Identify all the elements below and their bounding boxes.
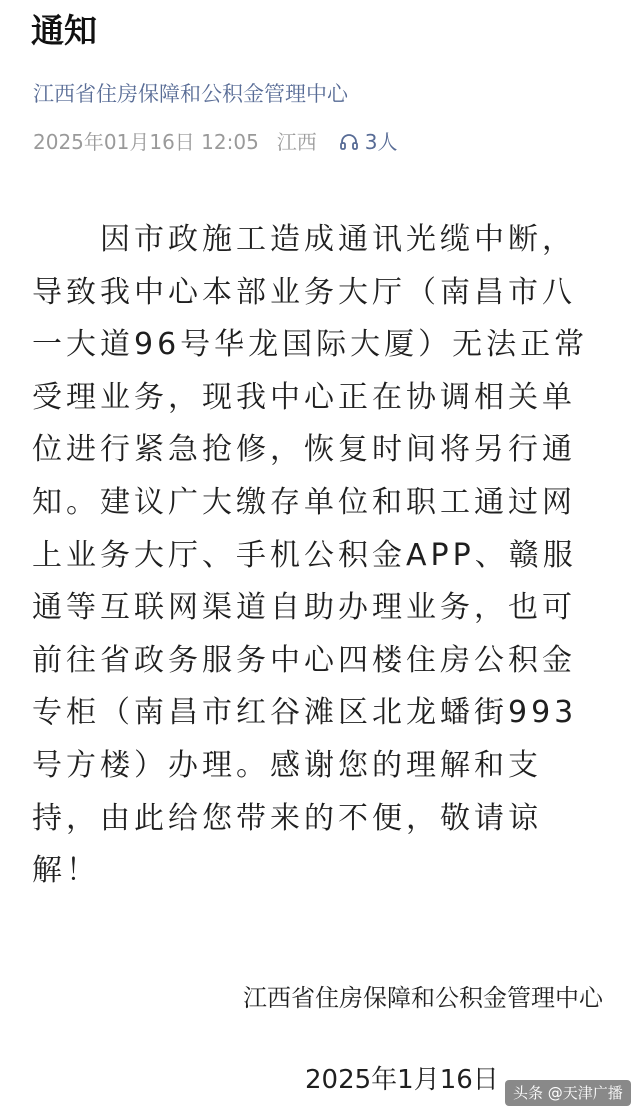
region-label: 江西 — [276, 130, 317, 154]
publish-time: 2025年01月16日 12:05 — [33, 130, 259, 154]
body-line: 因市政施工造成通讯光缆中断， — [32, 222, 576, 257]
body-line: 解！ — [32, 853, 100, 889]
headphones-icon — [339, 132, 359, 152]
body-line: 前往省政务服务中心四楼住房公积金 — [32, 642, 576, 678]
body-line: 位进行紧急抢修，恢复时间将另行通 — [32, 432, 576, 468]
body-line: 导致我中心本部业务大厅（南昌市八 — [32, 274, 576, 310]
article-title: 通知 — [31, 11, 97, 50]
body-line: 知。建议广大缴存单位和职工通过网 — [32, 484, 576, 520]
article-body — [32, 214, 612, 898]
account-name-link[interactable]: 江西省住房保障和公积金管理中心 — [33, 82, 348, 106]
listen-count: 3人 — [364, 130, 398, 154]
body-line: 通等互联网渠道自助办理业务，也可 — [32, 590, 576, 626]
article-meta — [33, 127, 398, 157]
signature: 江西省住房保障和公积金管理中心 — [243, 984, 603, 1012]
notice-date: 2025年1月16日 — [305, 1065, 499, 1095]
body-line: 专柜（南昌市红谷滩区北龙蟠街993 — [32, 695, 578, 731]
body-line: 受理业务，现我中心正在协调相关单 — [32, 379, 576, 415]
listen-count-button[interactable] — [339, 127, 398, 157]
body-line: 一大道96号华龙国际大厦）无法正常 — [32, 327, 589, 363]
body-line: 持，由此给您带来的不便，敬请谅 — [32, 800, 542, 836]
body-line: 号方楼）办理。感谢您的理解和支 — [32, 747, 542, 783]
body-line: 上业务大厅、手机公积金APP、赣服 — [32, 537, 577, 573]
watermark: 头条 @天津广播 — [505, 1080, 631, 1106]
